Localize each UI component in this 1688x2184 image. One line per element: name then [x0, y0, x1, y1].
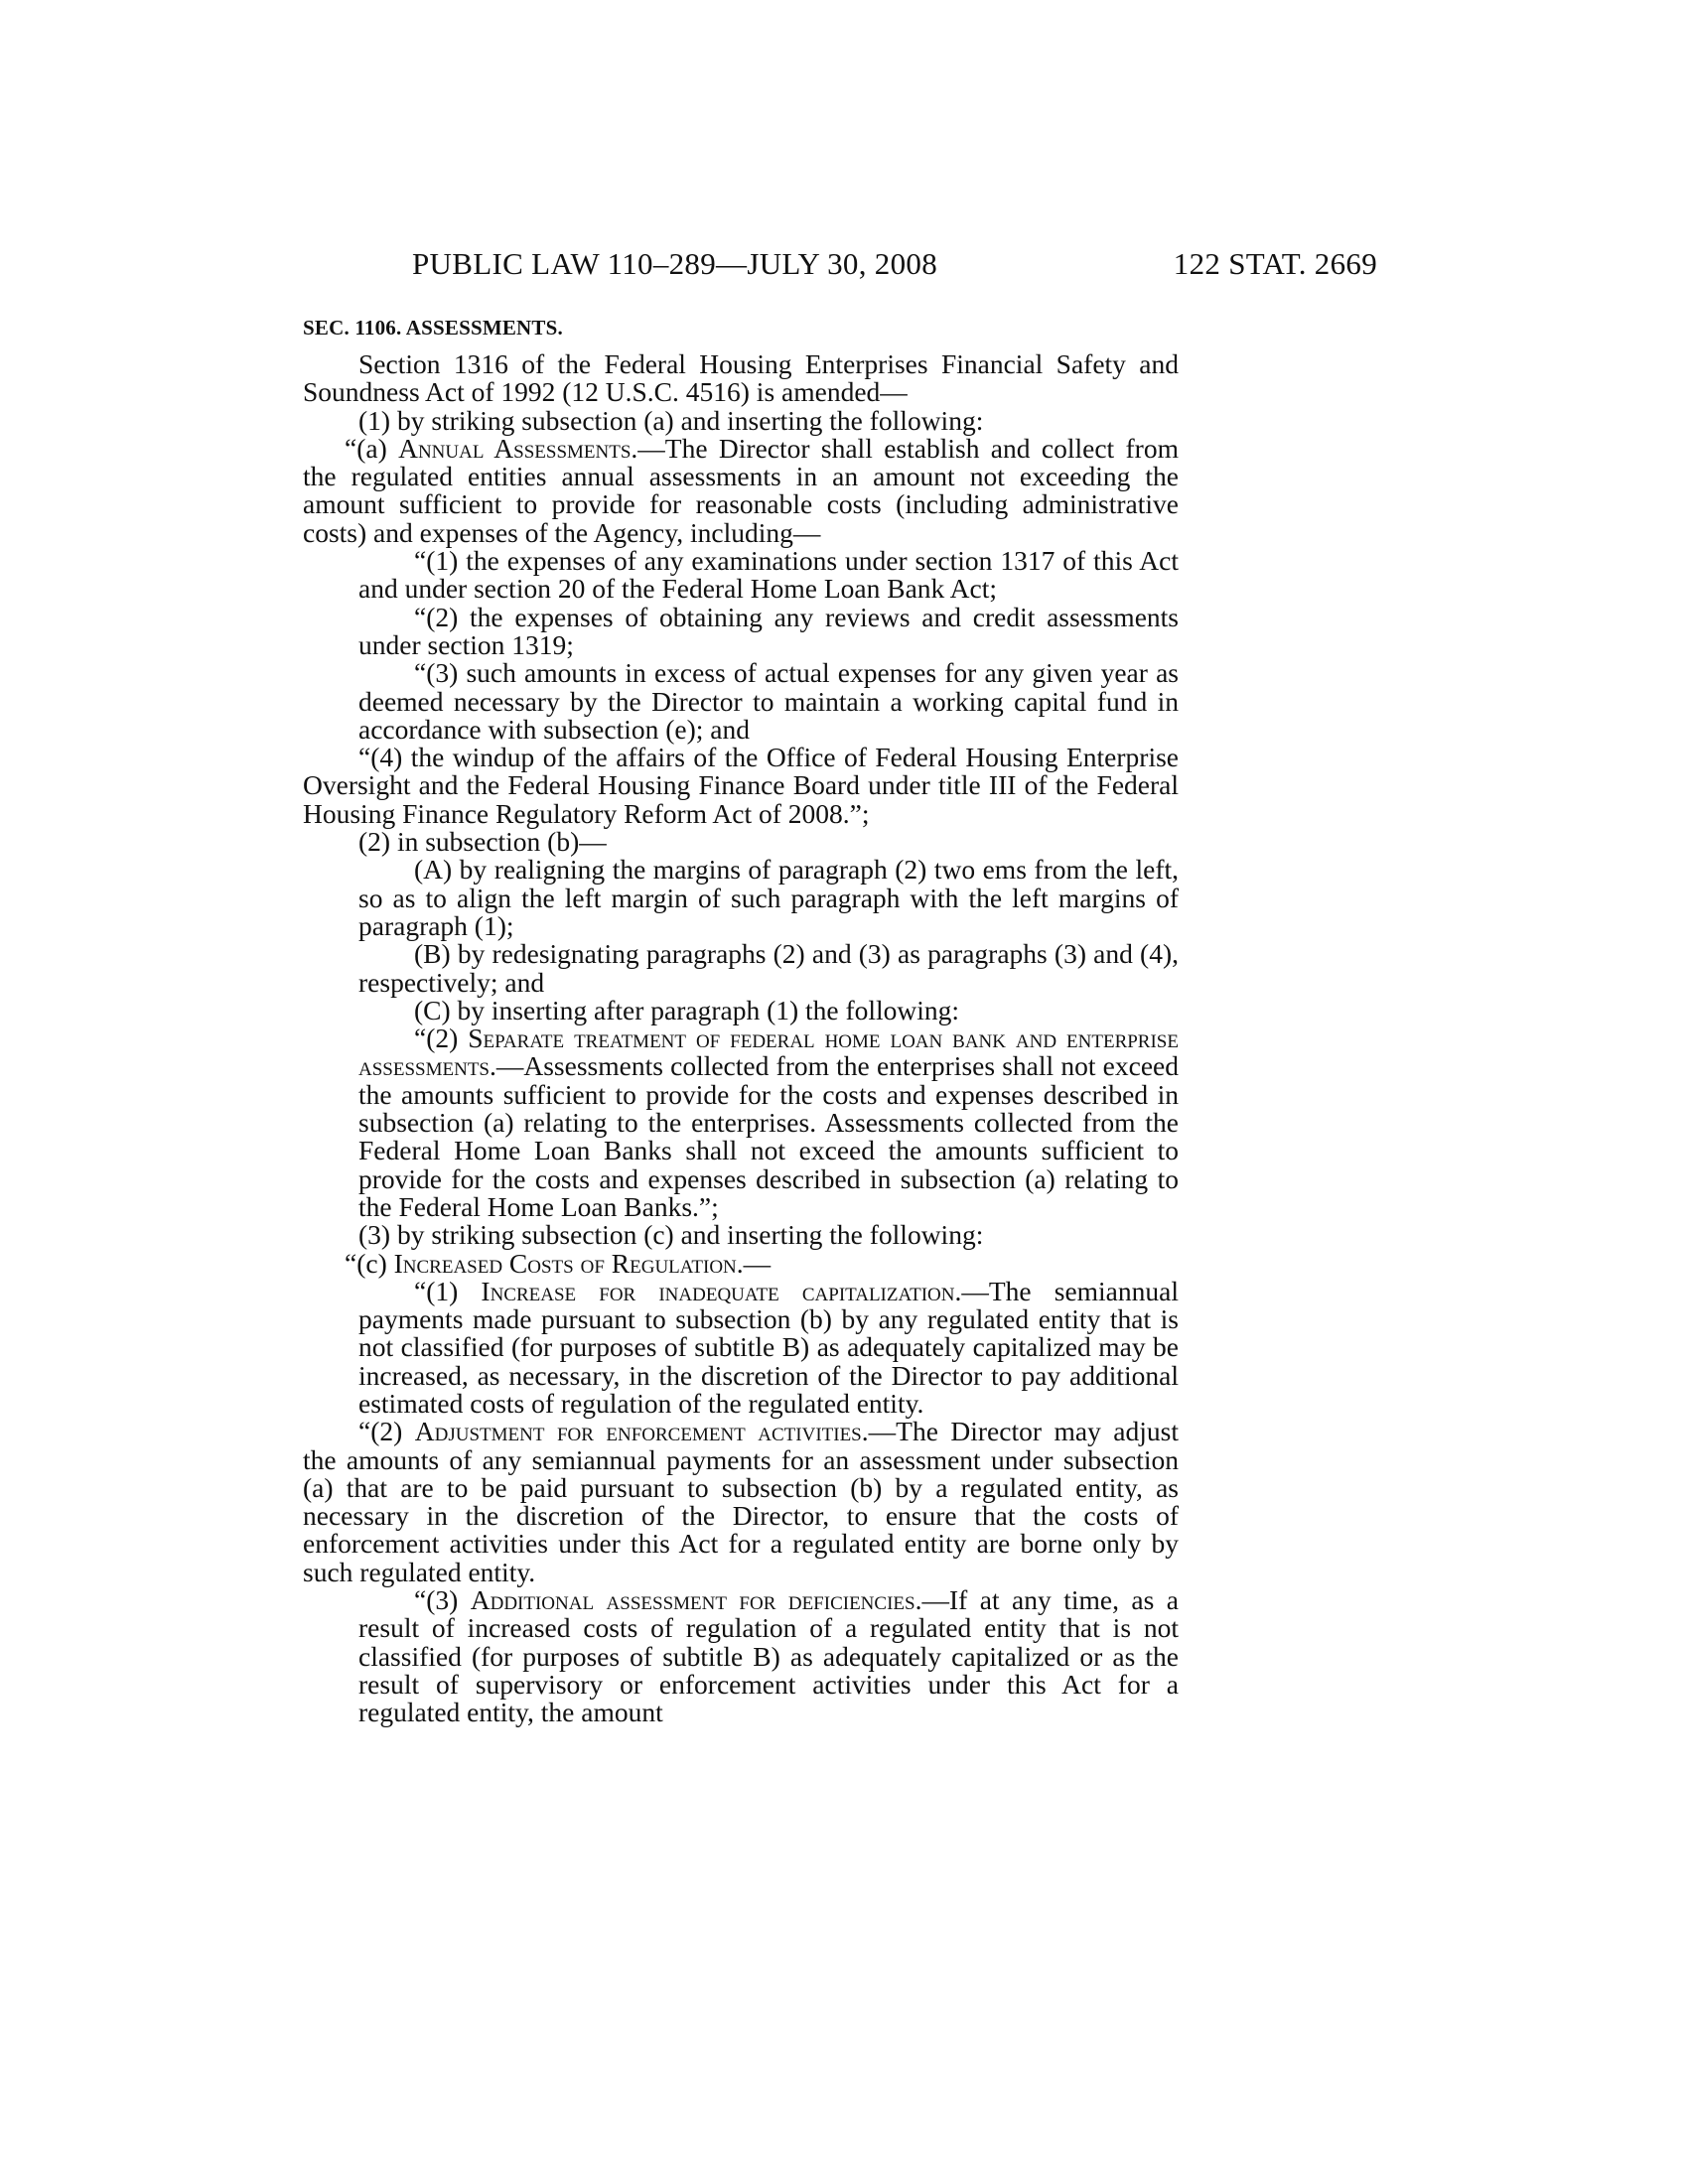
- subsection-a-text: .—The Director shall establish and collect from the regulated entities annual assessments in an amount not exceeding the amount sufficient to provide for reasonable costs (including administrative costs) and expenses of the Agency, including—: [303, 432, 1179, 548]
- subsection-c-item-2-lead: “(2): [358, 1416, 415, 1447]
- subsection-c-item-2-heading: Adjustment for enforcement activities: [414, 1416, 862, 1447]
- subsection-c-item-3-lead: “(3): [414, 1584, 471, 1616]
- amendment-2-a: (A) by realigning the margins of paragraph (2) two ems from the left, so as to align the left margin of such paragraph with the left margins of paragraph (1);: [358, 854, 1179, 941]
- subsection-c-item-1-heading: Increase for inadequate capitalization: [481, 1275, 955, 1306]
- paragraph-2-heading: Separate treatment of federal home loan bank and enterprise assessments: [358, 1023, 1179, 1082]
- paragraph-2-separate-treatment: [303, 1024, 1179, 1221]
- amendment-2: (2) in subsection (b)—: [358, 826, 607, 858]
- subsection-a-lead: “(a): [345, 432, 399, 464]
- subsection-a-annual-assessments: [303, 432, 1179, 548]
- subsection-c-item-1-lead: “(1): [414, 1275, 482, 1306]
- subsection-a-item-1: “(1) the expenses of any examinations under section 1317 of this Act and under section 20 of the Federal Home Loan Bank Act;: [358, 545, 1179, 605]
- amendment-3: (3) by striking subsection (c) and inserting the following:: [358, 1219, 984, 1251]
- statute-page-number: 122 STAT. 2669: [1173, 246, 1377, 281]
- public-law-title: PUBLIC LAW 110–289—JULY 30, 2008: [412, 246, 938, 281]
- subsection-a-item-2: “(2) the expenses of obtaining any reviews and credit assessments under section 1319;: [358, 601, 1179, 660]
- subsection-a-item-4: “(4) the windup of the affairs of the Office of Federal Housing Enterprise Oversight and the Federal Housing Finance Board under title III of the Federal Housing Finance Regulatory Reform Act of 2008.”;: [303, 742, 1179, 829]
- subsection-c-lead: “(c): [345, 1247, 394, 1279]
- paragraph-2-lead: “(2): [414, 1023, 469, 1054]
- page-header: [412, 246, 1377, 286]
- amendment-2-b: (B) by redesignating paragraphs (2) and (3) as paragraphs (3) and (4), respectively; and: [358, 938, 1179, 998]
- section-heading: SEC. 1106. ASSESSMENTS.: [303, 316, 563, 340]
- subsection-a-heading: Annual Assessments: [398, 432, 632, 464]
- subsection-c-item-2: [303, 1418, 1179, 1586]
- subsection-c-item-1: [303, 1275, 1179, 1419]
- amendment-2-c: (C) by inserting after paragraph (1) the following:: [414, 994, 960, 1025]
- subsection-c-item-3: [303, 1586, 1179, 1726]
- paragraph-2-text: .—Assessments collected from the enterprises shall not exceed the amounts sufficient to provide for the costs and expenses described in subsection (a) relating to the enterprises. Assessments collected from the Federal Home Loan Banks shall not exceed the amounts sufficient to provide for the costs and expenses described in subsection (a) relating to the Federal Home Loan Banks.”;: [358, 1050, 1179, 1222]
- subsection-c-heading: Increased Costs of Regulation: [393, 1247, 737, 1279]
- subsection-c-text: .—: [736, 1247, 772, 1279]
- subsection-c-item-3-text: .—If at any time, as a result of increased costs of regulation of a regulated entity that is not classified (for purposes of subtitle B) as adequately capitalized or as the result of supervisory or enforcement activities under this Act for a regulated entity, the amount: [358, 1584, 1180, 1728]
- subsection-c-item-1-text: .—The semiannual payments made pursuant to subsection (b) by any regulated entity that is not classified (for purposes of subtitle B) as adequately capitalized may be increased, as necessary, in the discretion of the Director to pay additional estimated costs of regulation of the regulated entity.: [358, 1275, 1179, 1419]
- section-body: [303, 350, 1179, 1727]
- amendment-1: (1) by striking subsection (a) and inserting the following:: [358, 404, 984, 436]
- intro-paragraph: Section 1316 of the Federal Housing Enterprises Financial Safety and Soundness Act of 1992 (12 U.S.C. 4516) is amended—: [303, 348, 1179, 408]
- subsection-c-item-2-text: .—The Director may adjust the amounts of any semiannual payments for an assessment under subsection (a) that are to be paid pursuant to subsection (b) by a regulated entity, as necessary in the discretion of the Director, to ensure that the costs of enforcement activities under this Act for a regulated entity are borne only by such regulated entity.: [303, 1416, 1179, 1587]
- subsection-c-item-3-heading: Additional assessment for deficiencies: [470, 1584, 915, 1616]
- subsection-c-heading-paragraph: [303, 1247, 1179, 1279]
- subsection-a-item-3: “(3) such amounts in excess of actual expenses for any given year as deemed necessary by the Director to maintain a working capital fund in accordance with subsection (e); and: [358, 657, 1179, 745]
